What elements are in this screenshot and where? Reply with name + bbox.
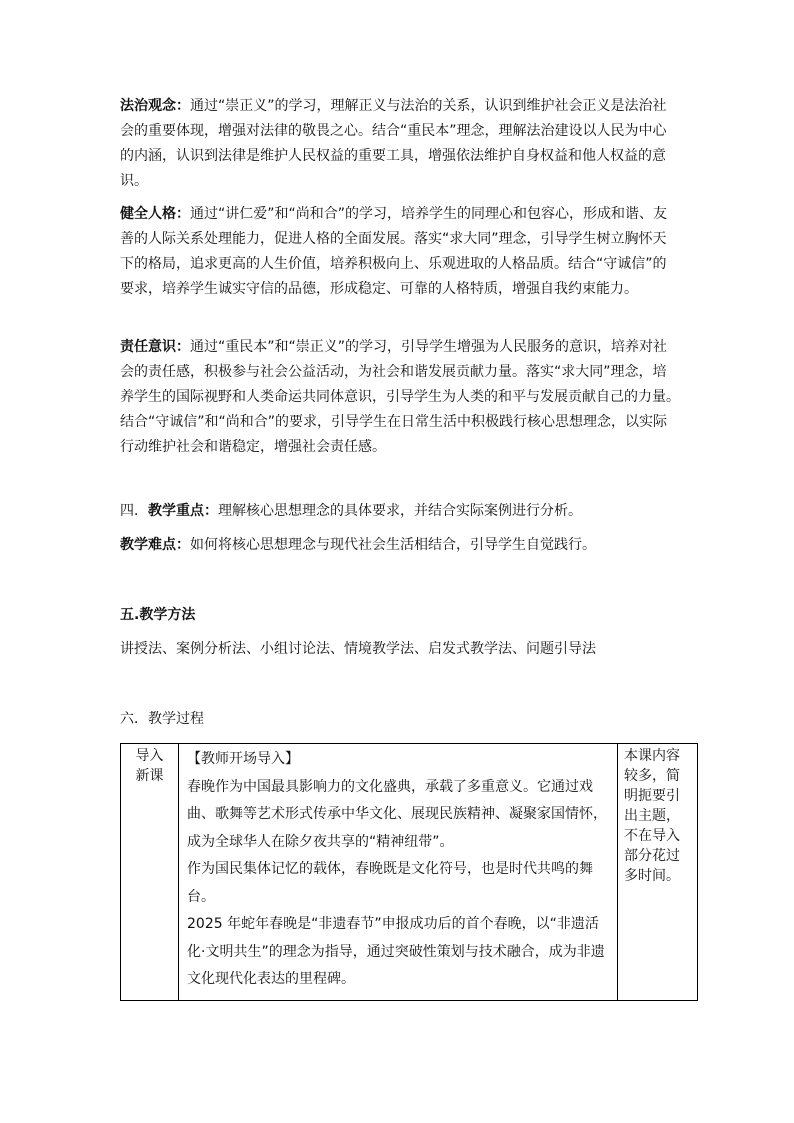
content-paragraph: 2025 年蛇年春晚是“非遗春节”申报成功后的首个春晚，以“非遗活化·文明共生”的理念为指导，通过突破性策划与技术融合，成为非遗文化现代化表达的里程碑。 <box>187 916 605 987</box>
key-point-label: 教学重点： <box>148 503 218 519</box>
law-awareness-paragraph <box>120 94 680 194</box>
difficulty-line <box>120 535 596 555</box>
responsibility-paragraph <box>120 335 680 460</box>
methods-heading: 五.教学方法 <box>120 607 196 623</box>
healthy-personality-text: 通过“讲仁爱”和“尚和合”的学习，培养学生的同理心和包容心，形成和谐、友善的人际关系处理能力，促进人格的全面发展。落实“求大同”理念，引导学生树立胸怀天下的格局，追求更高的人生价值，培养积极向上、乐观进取的人格品质。结合“守诚信”的要求，培养学生诚实守信的品德，形成稳定、可靠的人格特质，增强自我约束能力。 <box>120 206 668 297</box>
healthy-personality-paragraph <box>120 202 680 302</box>
law-awareness-text: 通过“崇正义”的学习，理解正义与法治的关系，认识到维护社会正义是法治社会的重要体现，增强对法律的敬畏之心。结合“重民本”理念，理解法治建设以人民为中心的内涵，认识到法律是维护人民权益的重要工具，增强依法维护自身权益和他人权益的意识。 <box>120 98 667 189</box>
key-point-prefix: 四． <box>120 503 148 519</box>
stage-label: 导入新课 <box>135 748 164 784</box>
process-table <box>120 743 698 1001</box>
difficulty-label: 教学难点： <box>120 537 190 553</box>
responsibility-label: 责任意识： <box>120 339 190 355</box>
content-cell <box>179 744 618 1001</box>
table-row <box>121 744 698 1001</box>
process-heading: 六．教学过程 <box>120 711 204 727</box>
healthy-personality-label: 健全人格： <box>120 206 190 222</box>
content-title: 【教师开场导入】 <box>187 751 299 767</box>
responsibility-text: 通过“重民本”和“崇正义”的学习，引导学生增强为人民服务的意识，培养对社会的责任感，积极参与社会公益活动，为社会和谐发展贡献力量。落实“求大同”理念，培养学生的国际视野和人类命运共同体意识，引导学生为人类的和平与发展贡献自己的力量。结合“守诚信”和“尚和合”的要求，引导学生在日常生活中积极践行核心思想理念，以实际行动维护社会和谐稳定，增强社会责任感。 <box>120 339 680 455</box>
difficulty-text: 如何将核心思想理念与现代社会生活相结合，引导学生自觉践行。 <box>190 537 596 553</box>
key-point-line <box>120 501 582 521</box>
law-awareness-label: 法治观念： <box>120 98 190 114</box>
content-paragraph: 作为国民集体记忆的载体，春晚既是文化符号，也是时代共鸣的舞台。 <box>187 861 593 905</box>
key-point-text: 理解核心思想理念的具体要求，并结合实际案例进行分析。 <box>218 503 582 519</box>
note-cell <box>618 744 698 1001</box>
stage-cell <box>121 744 179 1001</box>
methods-text: 讲授法、案例分析法、小组讨论法、情境教学法、启发式教学法、问题引导法 <box>120 641 596 657</box>
note-text: 本课内容较多，简明扼要引出主题，不在导入部分花过多时间。 <box>624 748 680 884</box>
content-paragraph: 春晚作为中国最具影响力的文化盛典，承载了多重意义。它通过戏曲、歌舞等艺术形式传承中华文化、展现民族精神、凝聚家国情怀，成为全球华人在除夕夜共享的“精神纽带”。 <box>187 778 607 850</box>
